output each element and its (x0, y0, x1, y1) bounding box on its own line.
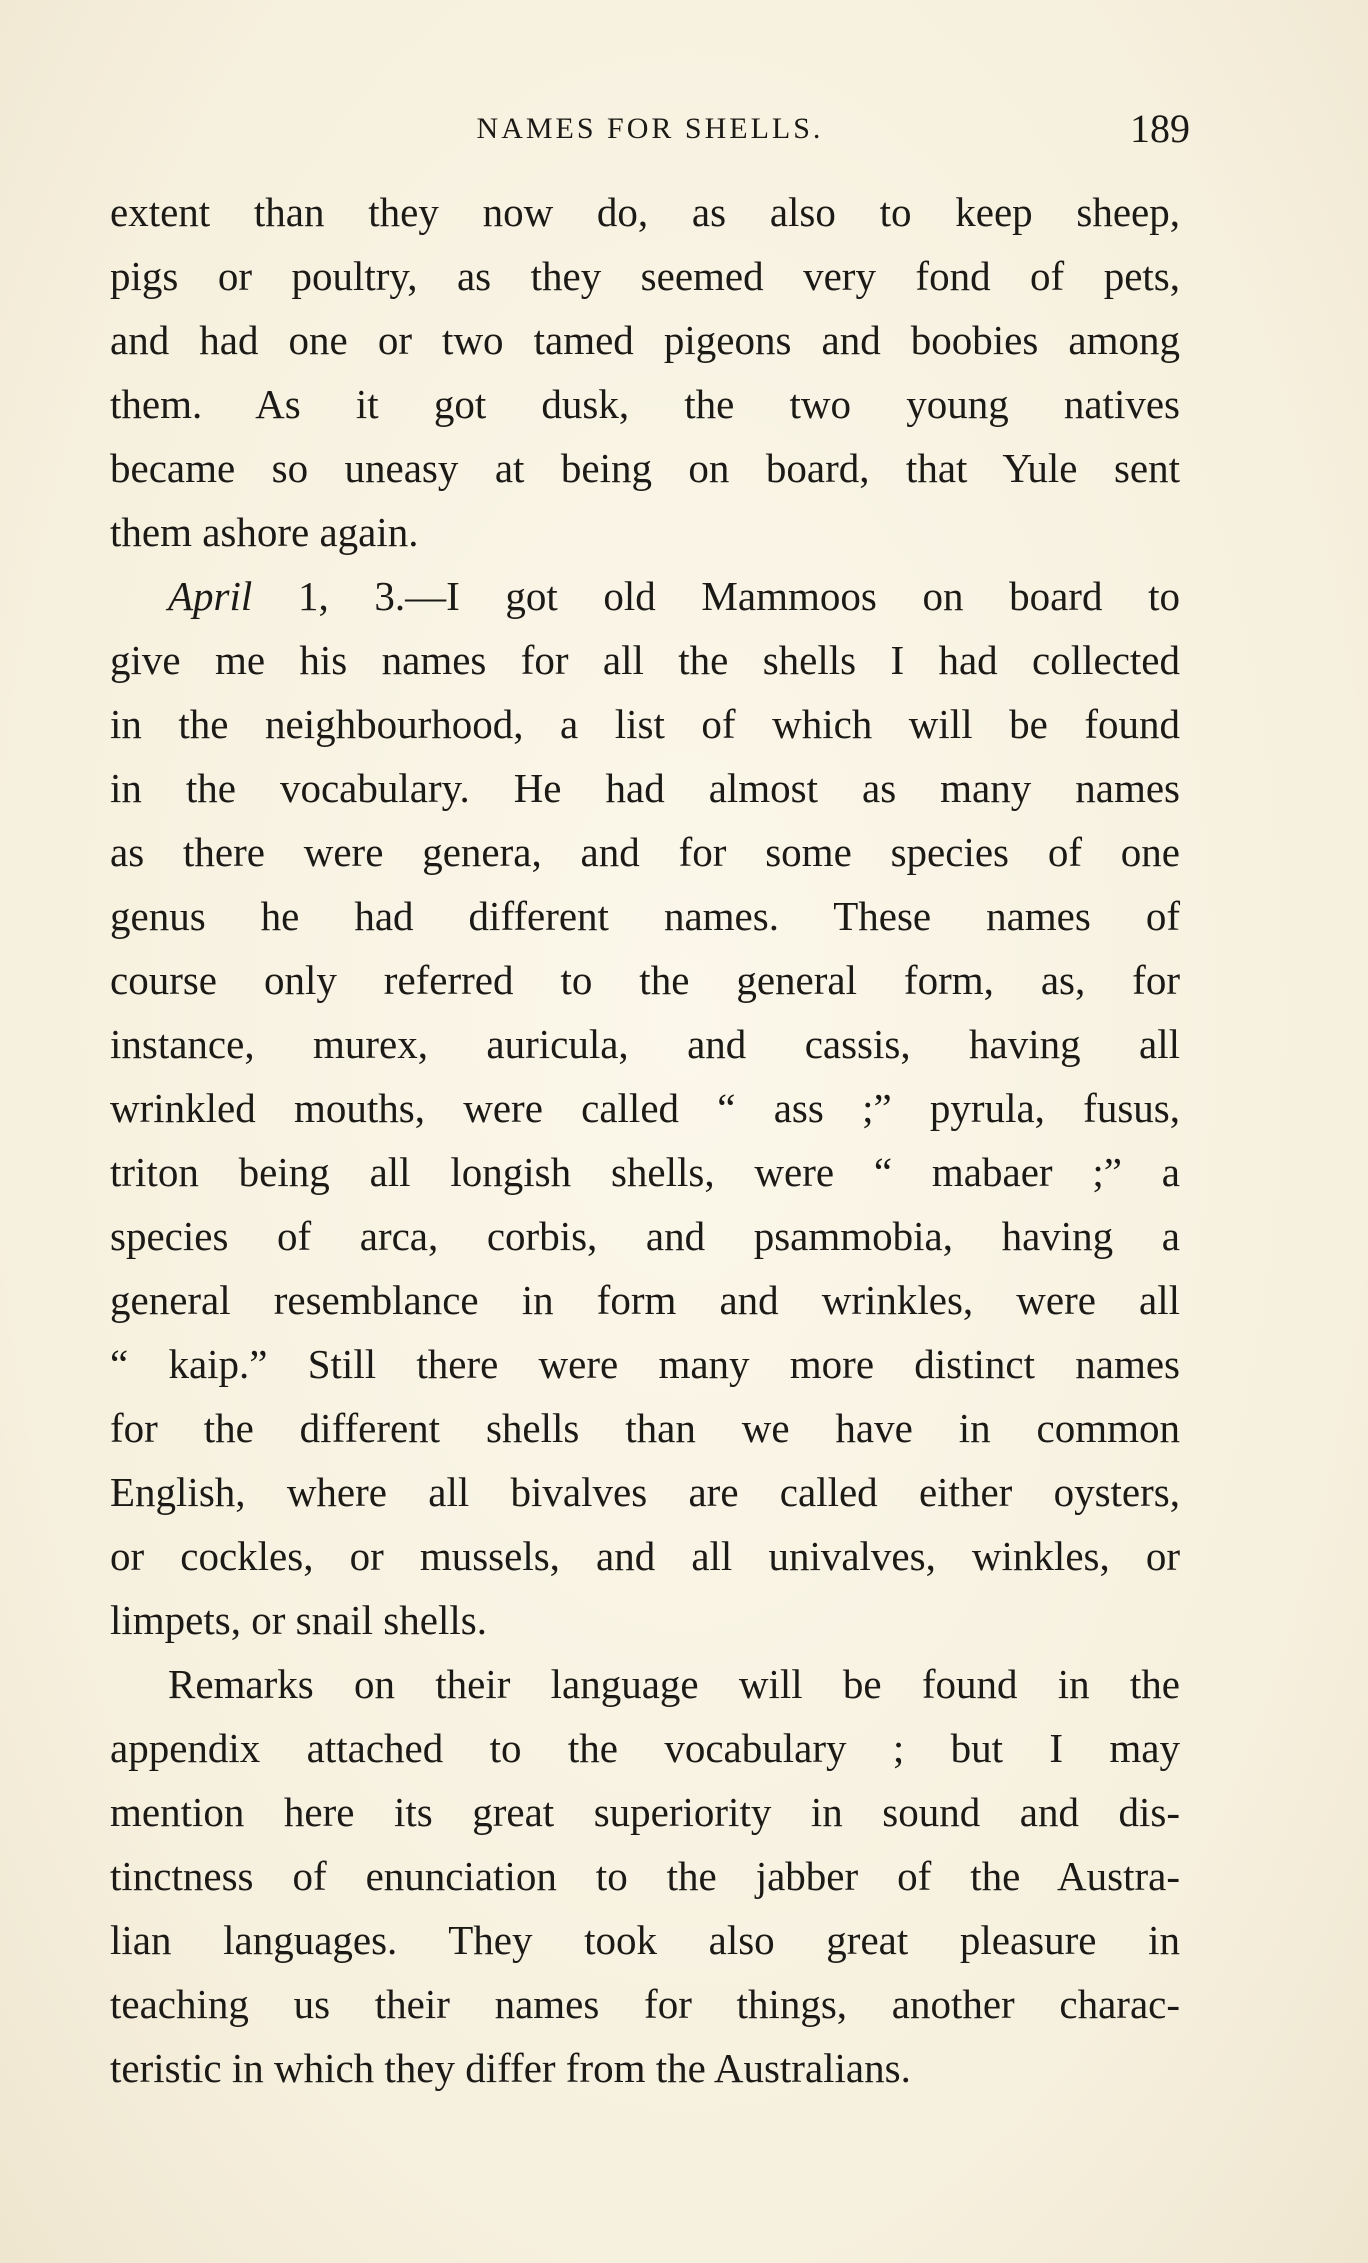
text-line (110, 564, 1180, 628)
paragraph-2 (110, 564, 1180, 1652)
text-line: species of arca, corbis, and psammobia, having a (110, 1213, 1180, 1259)
text-line: instance, murex, auricula, and cassis, having all (110, 1021, 1180, 1067)
paragraph-1 (110, 180, 1180, 564)
page-number: 189 (1130, 106, 1190, 151)
text-line: “ kaip.” Still there were many more distinct names (110, 1341, 1180, 1387)
date-april: April (168, 573, 253, 619)
text-line: limpets, or snail shells. (110, 1597, 487, 1643)
text-line: extent than they now do, as also to keep sheep, (110, 189, 1180, 235)
text-line: lian languages. They took also great pleasure in (110, 1917, 1180, 1963)
running-title: NAMES FOR SHELLS. (476, 112, 824, 145)
text-line: general resemblance in form and wrinkles, were all (110, 1277, 1180, 1323)
text-line: appendix attached to the vocabulary ; but I may (110, 1725, 1180, 1771)
text-line: pigs or poultry, as they seemed very fond of pets, (110, 253, 1180, 299)
text-line: or cockles, or mussels, and all univalves, winkles, or (110, 1533, 1180, 1579)
text-line: English, where all bivalves are called either oysters, (110, 1469, 1180, 1515)
text-line: Remarks on their language will be found in the (168, 1661, 1180, 1707)
text-span: 1, 3.—I got old Mammoos on board to (252, 573, 1180, 619)
text-line: tinctness of enunciation to the jabber of the Austra- (110, 1853, 1180, 1899)
text-line: as there were genera, and for some species of one (110, 829, 1180, 875)
text-line: mention here its great superiority in sound and dis- (110, 1789, 1180, 1835)
text-line: for the different shells than we have in common (110, 1405, 1180, 1451)
text-line: wrinkled mouths, were called “ ass ;” pyrula, fusus, (110, 1085, 1180, 1131)
text-line: course only referred to the general form, as, for (110, 957, 1180, 1003)
text-line: triton being all longish shells, were “ mabaer ;” a (110, 1149, 1180, 1195)
text-line: in the vocabulary. He had almost as many names (110, 765, 1180, 811)
text-line: give me his names for all the shells I had collected (110, 637, 1180, 683)
text-line: became so uneasy at being on board, that Yule sent (110, 445, 1180, 491)
body-text (110, 180, 1180, 2100)
paragraph-3 (110, 1652, 1180, 2100)
text-line: teaching us their names for things, another charac- (110, 1981, 1180, 2027)
text-line: them ashore again. (110, 509, 419, 555)
text-line: and had one or two tamed pigeons and boobies among (110, 317, 1180, 363)
text-line: genus he had different names. These names of (110, 893, 1180, 939)
text-line: them. As it got dusk, the two young natives (110, 381, 1180, 427)
page-header (110, 104, 1190, 154)
text-line: in the neighbourhood, a list of which will be found (110, 701, 1180, 747)
text-line: teristic in which they differ from the Australians. (110, 2045, 911, 2091)
